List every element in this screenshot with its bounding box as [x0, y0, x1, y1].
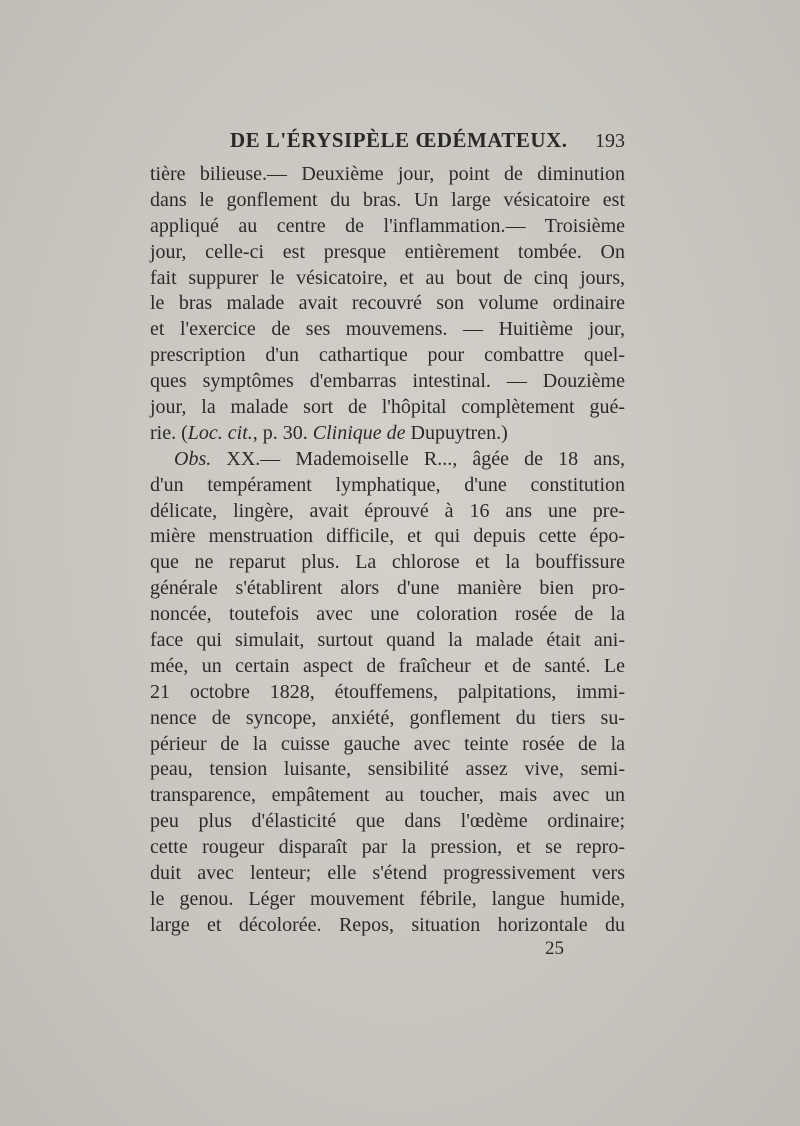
- text-line: et l'exercice de ses mouvemens. — Huitième jour,: [150, 318, 625, 341]
- text-line: jour, la malade sort de l'hôpital complètement gué-: [150, 396, 625, 419]
- text-line: tière bilieuse.— Deuxième jour, point de diminution: [150, 163, 625, 185]
- text-line: large et décolorée. Repos, situation horizontale du: [150, 913, 625, 936]
- citation-prefix: rie. (: [150, 421, 188, 444]
- text-line: face qui simulait, surtout quand la malade était ani-: [150, 629, 625, 652]
- text-line: noncée, toutefois avec une coloration rosée de la: [150, 603, 625, 626]
- text-line: que ne reparut plus. La chlorose et la bouffissure: [150, 551, 625, 574]
- text-line: duit avec lenteur; elle s'étend progressivement vers: [150, 862, 625, 885]
- text-line: prescription d'un cathartique pour combattre quel-: [150, 344, 625, 367]
- text-line: cette rougeur disparaît par la pression, et se repro-: [150, 836, 625, 859]
- text-line: délicate, lingère, avait éprouvé à 16 ans une pre-: [150, 499, 625, 522]
- citation-suffix: Dupuytren.): [405, 421, 508, 444]
- body-text: [150, 162, 625, 939]
- signature-mark: 25: [545, 938, 564, 959]
- observation-line: [150, 447, 625, 473]
- text-line: appliqué au centre de l'inflammation.— Troisième: [150, 214, 625, 237]
- page-header: [150, 128, 625, 158]
- text-line: jour, celle-ci est presque entièrement tombée. On: [150, 240, 625, 263]
- text-line: peu plus d'élasticité que dans l'œdème ordinaire;: [150, 810, 625, 833]
- text-line: dans le gonflement du bras. Un large vésicatoire est: [150, 188, 625, 211]
- text-line: le bras malade avait recouvré son volume ordinaire: [150, 292, 625, 315]
- citation-clinique: Clinique de: [312, 421, 406, 444]
- text-line: d'un tempérament lymphatique, d'une constitution: [150, 473, 625, 496]
- text-line: peau, tension luisante, sensibilité assez vive, semi-: [150, 758, 625, 781]
- page-number: 193: [595, 130, 625, 152]
- observation-text: XX.— Mademoiselle R..., âgée de 18 ans,: [211, 447, 625, 470]
- text-line: mée, un certain aspect de fraîcheur et de santé. Le: [150, 654, 625, 677]
- text-line: générale s'établirent alors d'une manière bien pro-: [150, 577, 625, 600]
- text-line: ques symptômes d'embarras intestinal. — Douzième: [150, 370, 625, 393]
- citation-line: [150, 421, 625, 447]
- citation-page: , p. 30.: [252, 421, 313, 444]
- text-line: transparence, empâtement au toucher, mais avec un: [150, 784, 625, 807]
- text-line: périeur de la cuisse gauche avec teinte rosée de la: [150, 732, 625, 755]
- text-line: nence de syncope, anxiété, gonflement du tiers su-: [150, 706, 625, 729]
- running-head: DE L'ÉRYSIPÈLE ŒDÉMATEUX.: [230, 128, 568, 152]
- text-line: fait suppurer le vésicatoire, et au bout de cinq jours,: [150, 266, 625, 289]
- citation-loc-cit: Loc. cit.: [187, 421, 253, 444]
- text-line: le genou. Léger mouvement fébrile, langue humide,: [150, 887, 625, 910]
- text-line: mière menstruation difficile, et qui depuis cette épo-: [150, 525, 625, 548]
- text-line: 21 octobre 1828, étouffemens, palpitations, immi-: [150, 680, 625, 703]
- observation-label: Obs.: [174, 447, 212, 470]
